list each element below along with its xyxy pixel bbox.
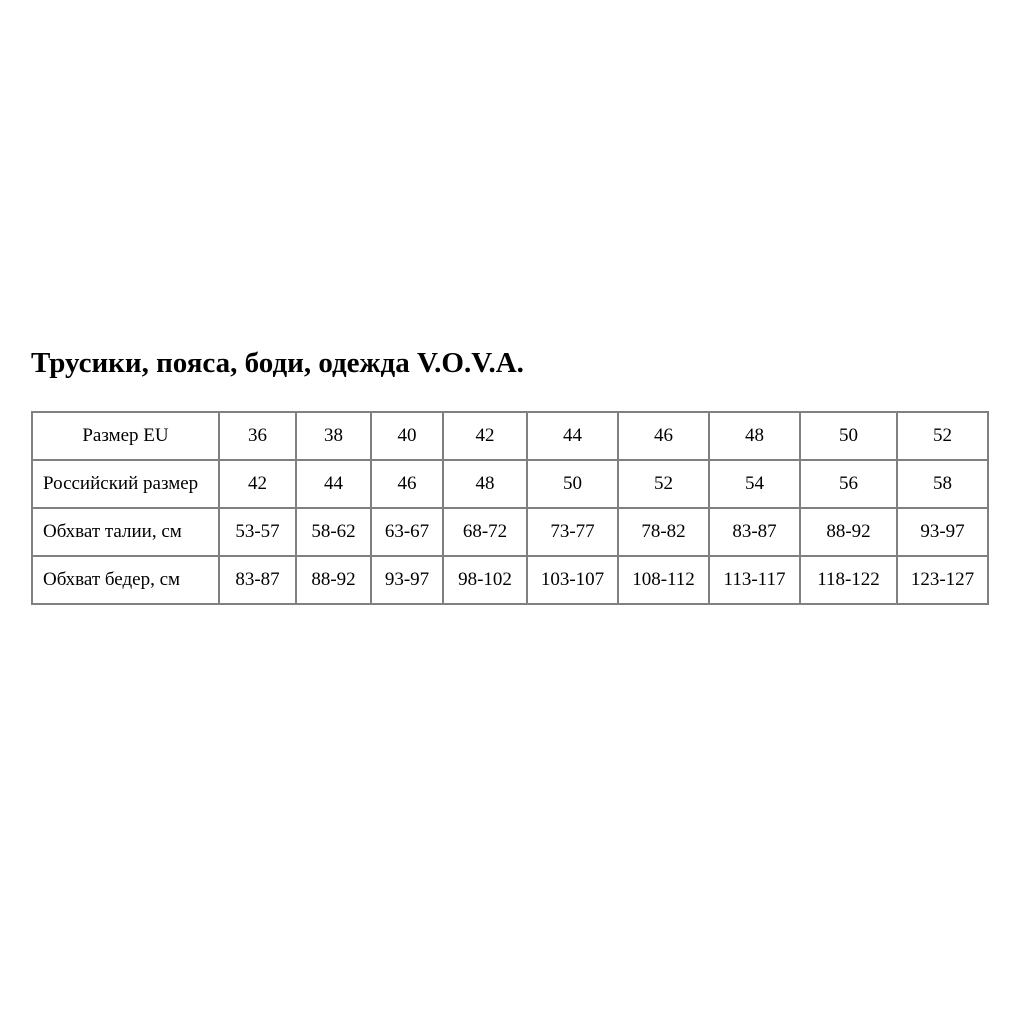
size-chart-body — [32, 412, 988, 604]
row-label-cell: Обхват талии, см — [32, 508, 219, 556]
row-label-cell: Российский размер — [32, 460, 219, 508]
table-row — [32, 508, 988, 556]
table-row — [32, 556, 988, 604]
value-cell: 108-112 — [618, 556, 709, 604]
value-cell: 73-77 — [527, 508, 618, 556]
value-cell: 98-102 — [443, 556, 527, 604]
value-cell: 113-117 — [709, 556, 800, 604]
value-cell: 78-82 — [618, 508, 709, 556]
value-cell: 63-67 — [371, 508, 443, 556]
table-row — [32, 412, 988, 460]
value-cell: 88-92 — [296, 556, 371, 604]
value-cell: 58 — [897, 460, 988, 508]
row-label-cell: Обхват бедер, см — [32, 556, 219, 604]
value-cell: 46 — [371, 460, 443, 508]
value-cell: 123-127 — [897, 556, 988, 604]
value-cell: 88-92 — [800, 508, 897, 556]
value-cell: 48 — [443, 460, 527, 508]
value-cell: 83-87 — [219, 556, 296, 604]
value-cell: 50 — [800, 412, 897, 460]
table-row — [32, 460, 988, 508]
size-chart-table — [31, 411, 989, 605]
value-cell: 93-97 — [371, 556, 443, 604]
row-label-cell: Размер EU — [32, 412, 219, 460]
value-cell: 42 — [219, 460, 296, 508]
value-cell: 48 — [709, 412, 800, 460]
value-cell: 68-72 — [443, 508, 527, 556]
value-cell: 52 — [618, 460, 709, 508]
value-cell: 52 — [897, 412, 988, 460]
value-cell: 53-57 — [219, 508, 296, 556]
value-cell: 44 — [296, 460, 371, 508]
value-cell: 36 — [219, 412, 296, 460]
value-cell: 83-87 — [709, 508, 800, 556]
value-cell: 40 — [371, 412, 443, 460]
value-cell: 58-62 — [296, 508, 371, 556]
value-cell: 54 — [709, 460, 800, 508]
value-cell: 50 — [527, 460, 618, 508]
page-title: Трусики, пояса, боди, одежда V.O.V.A. — [31, 347, 524, 379]
value-cell: 118-122 — [800, 556, 897, 604]
value-cell: 93-97 — [897, 508, 988, 556]
value-cell: 56 — [800, 460, 897, 508]
value-cell: 103-107 — [527, 556, 618, 604]
value-cell: 44 — [527, 412, 618, 460]
value-cell: 46 — [618, 412, 709, 460]
value-cell: 38 — [296, 412, 371, 460]
value-cell: 42 — [443, 412, 527, 460]
